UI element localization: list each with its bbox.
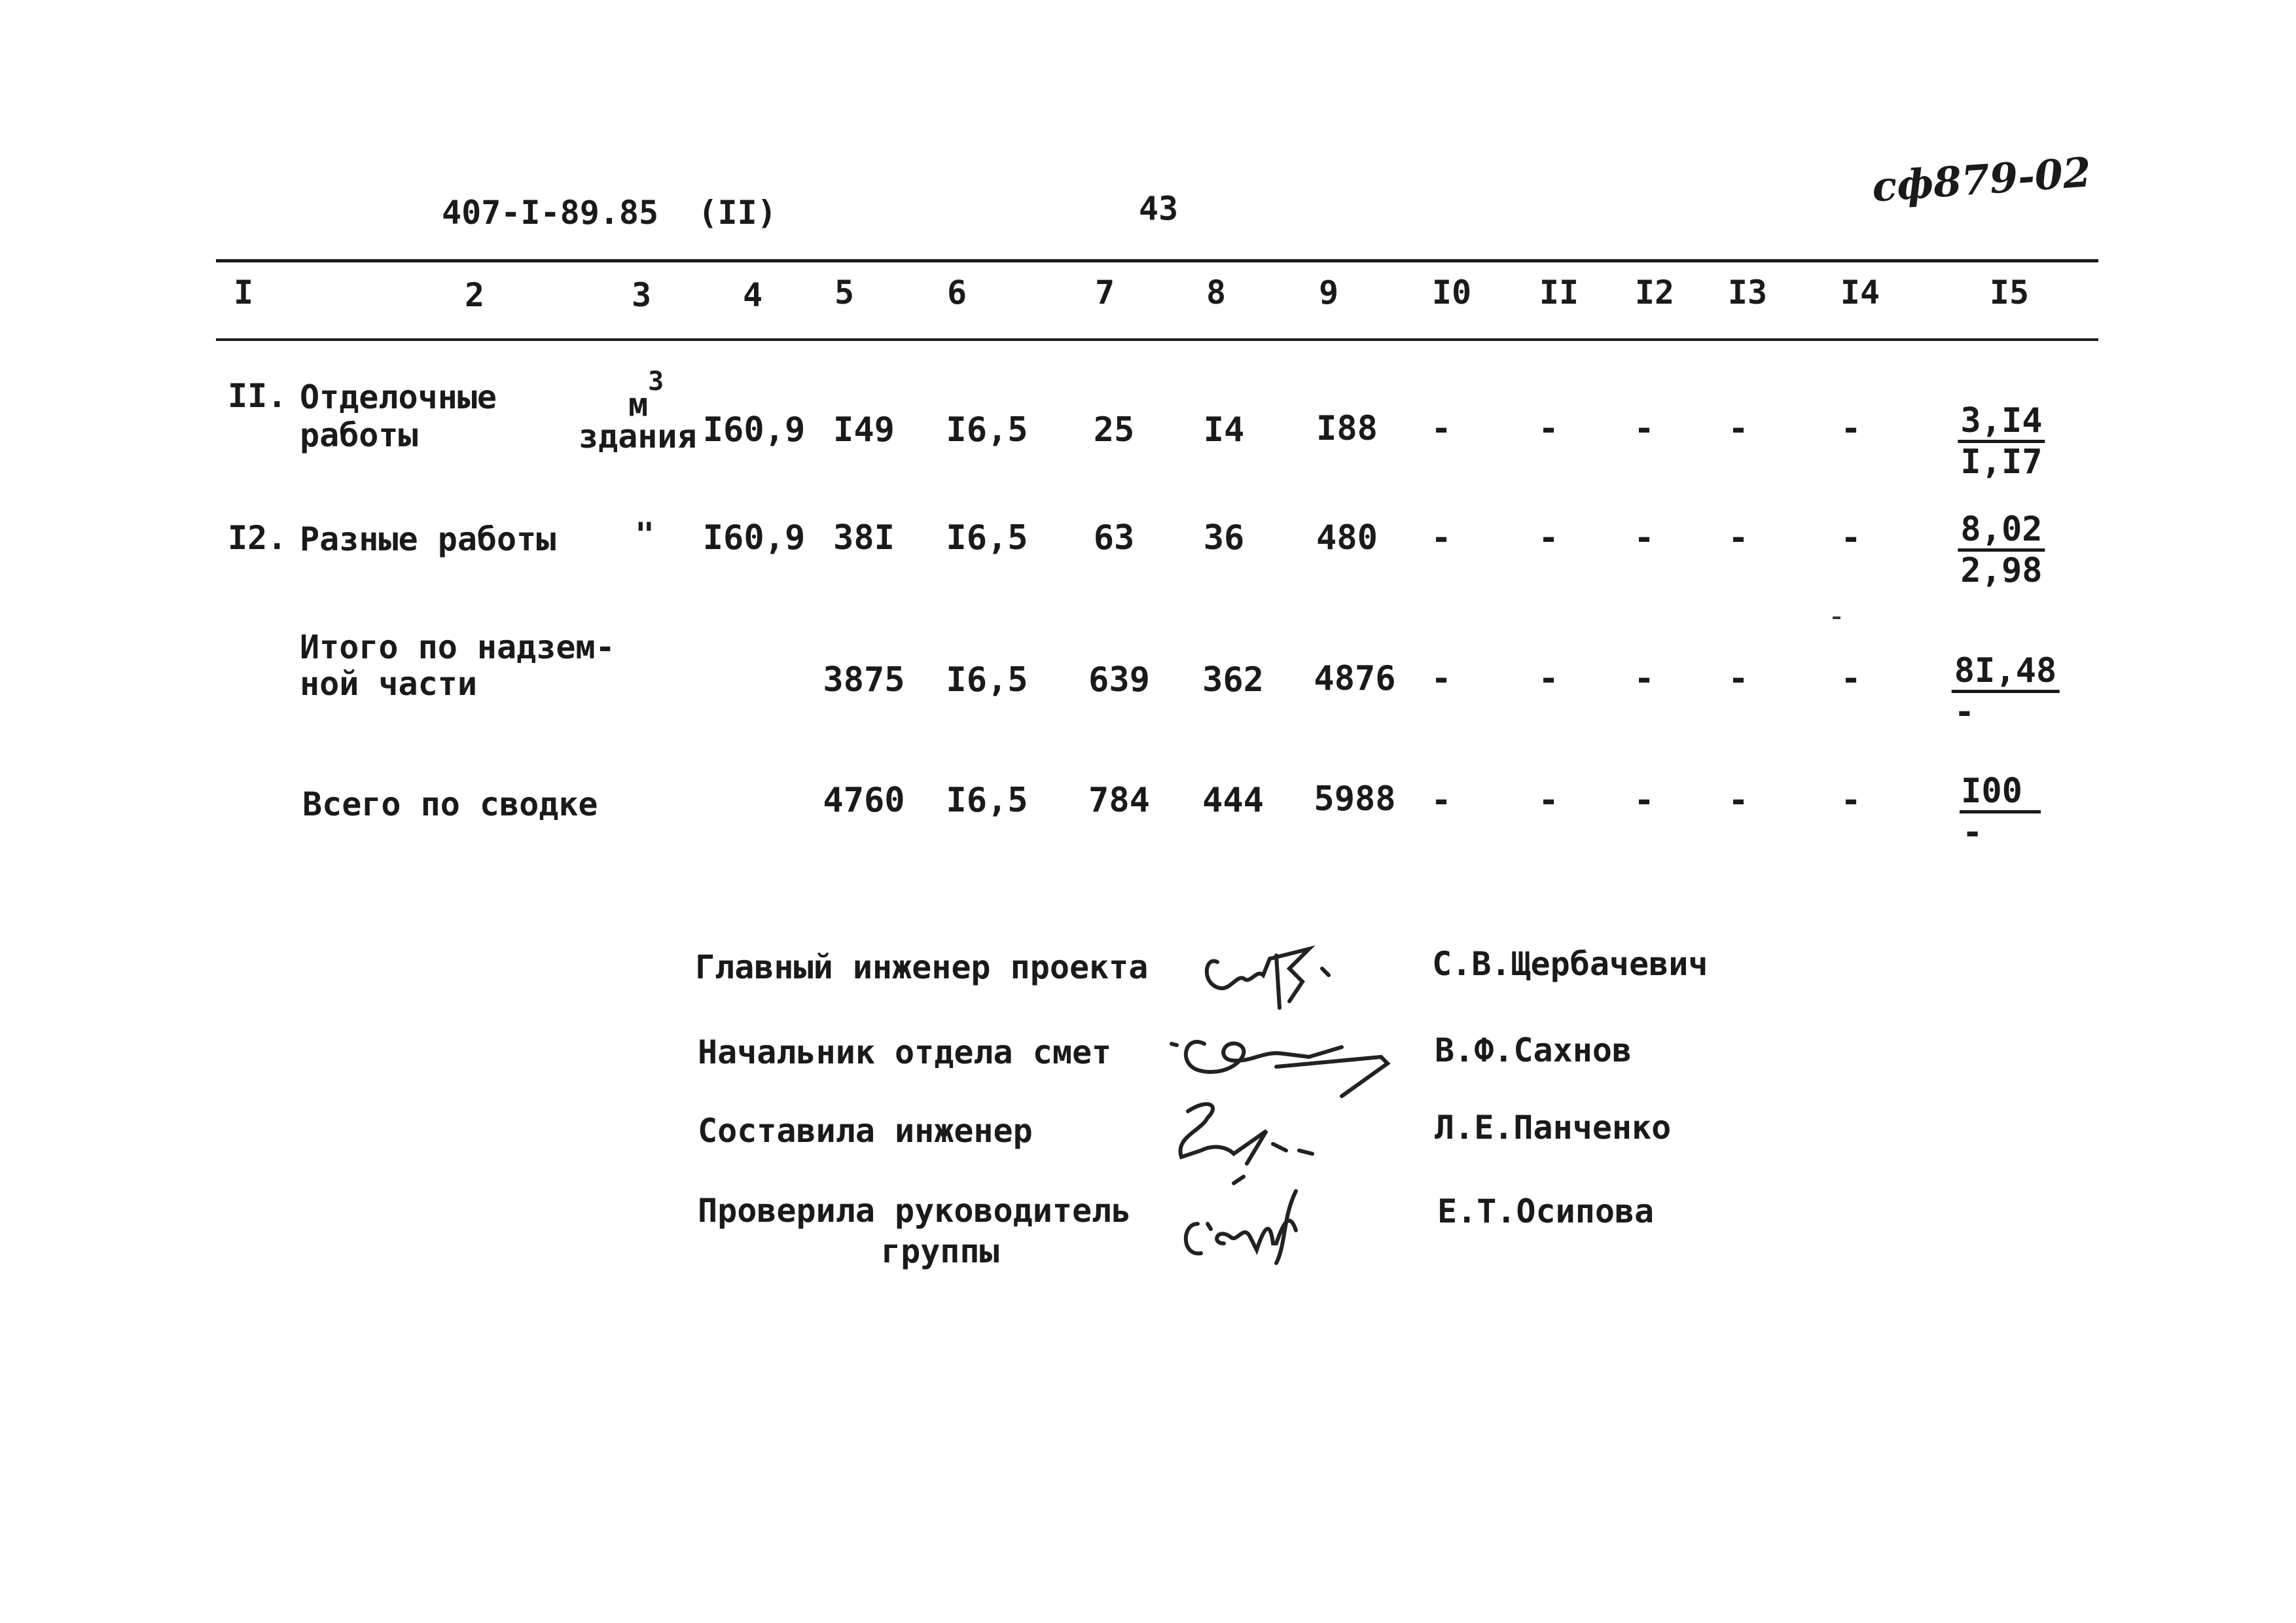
signature-1-scribble [1191,923,1388,1014]
cell-col11: - [1538,659,1559,698]
row-name-line1: Разные работы [300,520,556,558]
cell-col15 [1958,510,2045,590]
cell-col13: - [1728,659,1749,698]
cell-col15 [1960,772,2041,851]
cell-col15-bottom: 2,98 [1960,551,2043,590]
row-name-line2: ной части [300,665,477,703]
signer-name: Л.Е.Панченко [1435,1109,1672,1147]
cell-col13: - [1728,409,1749,448]
row-number: II. [228,377,287,415]
cell-col14: - [1840,781,1861,820]
cell-col9: I88 [1316,409,1378,448]
cell-col10: - [1431,518,1452,558]
column-header: 7 [1094,274,1115,312]
signer-title: Начальник отдела смет [698,1033,1112,1071]
cell-col14: - [1840,518,1861,558]
cell-col9: 5988 [1314,779,1396,819]
cell-col6: I6,5 [946,410,1028,450]
cell-col5: 38I [833,518,895,558]
cell-col13: - [1728,518,1749,558]
signature-4-scribble [1172,1178,1355,1276]
cell-col7: 63 [1093,518,1135,558]
cell-col13: - [1728,781,1749,820]
column-header: I5 [1989,274,2030,312]
cell-col11: - [1538,781,1559,820]
cell-col12: - [1634,518,1655,558]
cell-col6: I6,5 [946,781,1028,820]
cell-col10: - [1431,409,1452,448]
cell-col12: - [1634,409,1655,448]
row-name-line1: Отделочные [300,378,497,416]
cell-col15-top: 8,02 [1958,510,2045,552]
cell-col11: - [1538,518,1559,558]
cell-col8: 362 [1202,660,1264,700]
column-header: 2 [464,276,485,314]
cell-col15-top: I00 [1960,772,2041,813]
document-code: 407-I-89.85 (II) [442,194,777,232]
cell-col15-bottom: - [1954,692,1975,732]
row-number: I2. [228,519,287,557]
signer-title: Составила инженер [698,1112,1033,1150]
column-header: I3 [1727,274,1768,312]
row-name-line2: работы [300,416,418,454]
cell-col7: 25 [1093,410,1135,450]
page-number: 43 [1138,190,1179,228]
archive-mark: сф879-02 [1870,148,2093,211]
row-name-line1: Всего по сводке [302,785,598,823]
cell-col15-bottom: - [1962,813,1983,852]
column-header: II [1539,274,1579,312]
column-header: 3 [631,276,652,314]
cell-col12: - [1634,781,1655,820]
column-header: I [233,274,254,312]
cell-col15-bottom: I,I7 [1960,442,2043,482]
signature-3-scribble [1162,1092,1358,1190]
cell-col7: 784 [1088,781,1150,820]
column-header: 4 [742,276,763,314]
cell-col14: - [1840,409,1861,448]
cell-col6: I6,5 [946,518,1028,558]
cell-col10: - [1431,659,1452,698]
cell-col10: - [1431,781,1452,820]
cell-col5: I49 [833,410,895,450]
column-header: 8 [1206,274,1227,312]
column-header: I0 [1431,274,1472,312]
signer-name: В.Ф.Сахнов [1435,1031,1632,1069]
signer-title-line2: группы [881,1232,999,1270]
cell-col11: - [1538,409,1559,448]
cell-col5: 4760 [823,781,905,820]
cell-col8: 444 [1202,781,1264,820]
signer-name: С.В.Щербачевич [1432,945,1708,983]
cell-col14: - [1840,659,1861,698]
column-header: 5 [834,274,855,312]
scan-speck [1833,616,1840,619]
row-unit-ditto: " [635,516,655,554]
row-unit-line1: $м^3$ [628,366,664,424]
table-top-rule [216,259,2098,262]
cell-col4: I60,9 [702,410,806,450]
cell-col15 [1952,652,2060,731]
cell-col15-top: 8I,48 [1952,652,2060,693]
cell-col9: 480 [1316,518,1378,558]
row-unit-line2: здания [579,418,697,455]
cell-col9: 4876 [1314,659,1396,698]
table-header-rule [216,338,2098,341]
cell-col8: I4 [1203,410,1245,450]
column-header: I4 [1840,274,1880,312]
column-header: 9 [1318,274,1339,312]
signer-name: Е.Т.Осипова [1437,1192,1655,1230]
cell-col15-top: 3,I4 [1958,402,2045,443]
cell-col8: 36 [1203,518,1245,558]
signer-title: Проверила руководитель [698,1192,1132,1230]
signer-title: Главный инженер проекта [695,948,1149,986]
column-header: I2 [1634,274,1675,312]
cell-col15 [1958,402,2045,481]
cell-col5: 3875 [823,660,905,700]
cell-col4: I60,9 [702,518,806,558]
row-name-line1: Итого по надзем- [300,628,615,666]
cell-col6: I6,5 [946,660,1028,700]
cell-col12: - [1634,659,1655,698]
column-header: 6 [946,274,967,312]
cell-col7: 639 [1088,660,1150,700]
